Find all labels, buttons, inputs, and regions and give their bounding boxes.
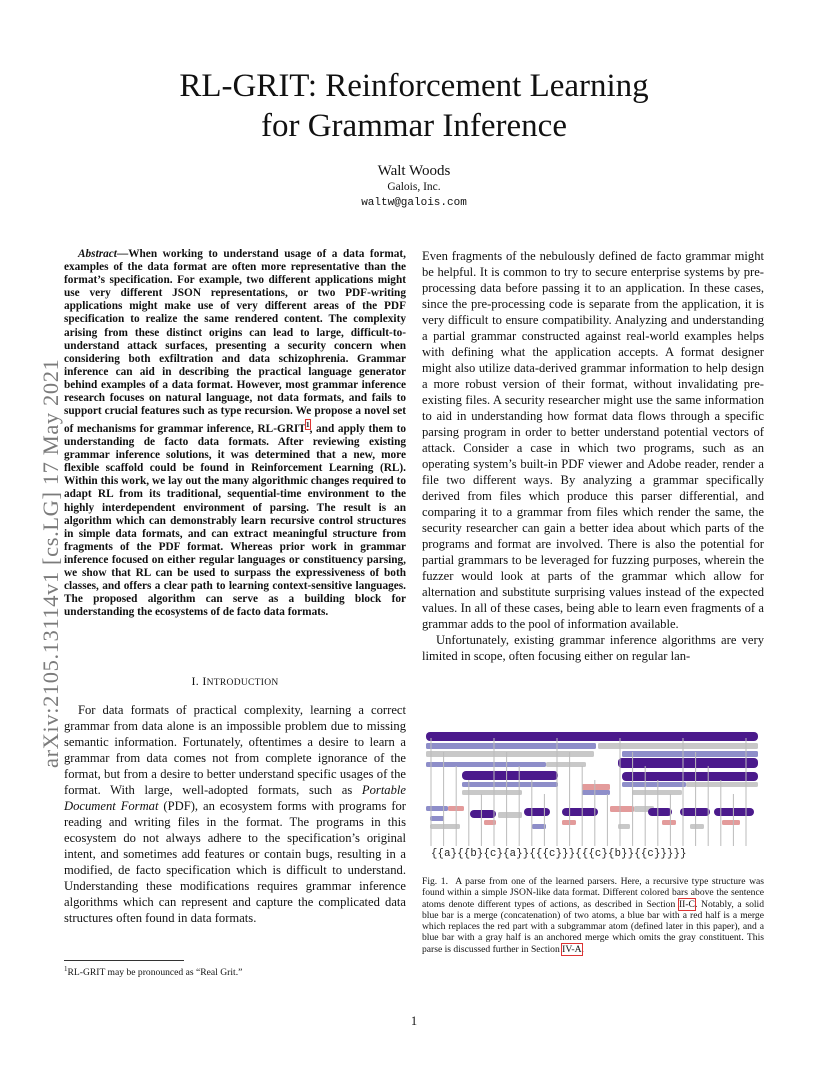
- abstract-label: Abstract: [78, 248, 117, 260]
- sentence-atoms: {{a}{{b}{c}{a}}{{{c}}}{{{c}{b}}{{c}}}}}: [431, 848, 687, 860]
- section-heading-introduction: [64, 674, 406, 689]
- section-title-rest: NTRODUCTION: [206, 678, 279, 688]
- caption-text-1: A parse from one of the learned parsers. Here, a recursive type structure was found within a simple JSON-like data format. Different colored bars above the sentence atoms denote different types of actions, as described in Section: [422, 876, 764, 910]
- abstract-text-1: When working to understand usage of a data format, examples of the data format are often more representative than the format’s specification. For example, two different applications might use very different JSON representations, or two PDF-writing applications might make use of very different areas of the PDF specification to realize the same rendered content. The complexity arising from these distinct origins can lead to large, difficult-to-understand attack surfaces, presenting a security concern when considering both exfiltration and data schizophrenia. Grammar inference can aid in describing the practical language generator behind examples of a data format. However, most grammar inference research focuses on natural language, not data formats, and fails to support crucial features such as type recursion. We propose a novel set of mechanisms for grammar inference, RL-GRIT: [64, 248, 406, 435]
- parse-bar-blue: [622, 751, 758, 757]
- parse-tree-graphic: [422, 728, 764, 860]
- title-line-2: for Grammar Inference: [261, 108, 567, 144]
- abstract-footnote-link[interactable]: 1: [305, 420, 310, 430]
- author-email: waltw@galois.com: [361, 197, 467, 209]
- right-paragraph-1: Even fragments of the nebulously defined de facto grammar might be helpful. It is common to try to secure enterprise systems by pre-processing data before passing it to an application. In these cases, since the pre-processing code is separate from the application, it is very difficult to ensure compatibility. Analyzing and understanding a partial grammar constructed against real-world examples helps with defining what the application accepts. A format designer might also utilize data-derived grammar information to help design a more robust version of their format, without invalidating pre-existing files. A security researcher might use the same information to aid in understanding how format data flows through a specific parsing program in order to better understand potential vectors of attack. Consider a case in which two programs, such as an operating system’s built-in PDF viewer and Adobe reader, render a file two different ways. By analyzing a grammar specifically derived from files which produce this parser differential, and comparing it to a grammar from files which render the same, the security researcher can gain a better idea about which parts of the programs and format are involved. There is also the potential for partial grammars to be leveraged for fuzzing purposes, wherein the fuzzer would look at parts of the grammar which allow for alternation and substitute surprising values instead of the expected values. In all of these cases, being able to learn even fragments of a grammar adds to the pool of information available.: [422, 249, 764, 631]
- parse-bar-red: [582, 784, 610, 790]
- right-column-text: [422, 248, 764, 664]
- parse-bar-merge: [714, 808, 754, 816]
- parse-bar-merge: [426, 732, 758, 741]
- right-paragraph-2: Unfortunately, existing grammar inference algorithms are very limited in scope, often focusing either on regular lan-: [422, 633, 764, 663]
- parse-bar-gray: [498, 812, 522, 818]
- section-title-first: I: [202, 674, 207, 688]
- parse-bar-merge: [680, 808, 710, 816]
- caption-text-3: .: [581, 943, 584, 955]
- parse-bar-merge: [622, 772, 758, 781]
- caption-text-2: . Notably, a solid blue bar is a merge (concatenation) of two atoms, a blue bar with a red half is a merge which replaces the red part with a subgrammar atom (defined later in this paper), and a blue bar with a gray half is an anchored merge which omits the gray constituent. This parse is discussed further in Section: [422, 898, 764, 955]
- parse-bar-blue: [426, 806, 448, 811]
- parse-bar-merge: [524, 808, 550, 816]
- caption-section-link-2[interactable]: IV-A: [562, 943, 582, 955]
- abstract-dash: —: [116, 248, 129, 260]
- parse-bar-gray: [632, 790, 682, 795]
- page-number: 1: [410, 1014, 418, 1028]
- author-name: Walt Woods: [377, 163, 451, 179]
- paper-title: [0, 66, 828, 146]
- author-affiliation: Galois, Inc.: [387, 181, 441, 193]
- intro-text-2: (PDF), an ecosystem forms with programs for reading and writing files in the format. The programs in this ecosystem do not always adhere to the specification’s original intent, and sometimes add features or contain bugs, resulting in a modified, de facto specification which is difficult to understand. Understanding these modifications requires grammar inference algorithms which can represent and capture the complicated data structures often found in data formats.: [64, 799, 406, 925]
- parse-bar-red: [610, 806, 634, 812]
- parse-bar-blue: [582, 790, 610, 795]
- parse-bar-merge: [648, 808, 672, 816]
- arxiv-stamp-text: arXiv:2105.13114v1 [cs.LG] 17 May 2021: [38, 358, 63, 768]
- footnote: [64, 960, 406, 979]
- caption-section-link-1[interactable]: II-C: [678, 898, 695, 910]
- title-line-1: RL-GRIT: Reinforcement Learning: [179, 68, 649, 104]
- caption-label: Fig. 1.: [422, 876, 448, 887]
- parse-bar-blue: [426, 743, 596, 749]
- parse-bar-gray: [546, 762, 586, 767]
- footnote-mark: 1: [64, 965, 68, 973]
- parse-bar-gray: [430, 824, 460, 829]
- abstract: [64, 248, 406, 619]
- parse-bar-merge: [462, 771, 558, 780]
- parse-bar-gray: [690, 824, 704, 829]
- intro-text-1: For data formats of practical complexity, learning a correct grammar from data alone is an impossible problem due to missing semantic information. Fortunately, oftentimes a desire to learn a grammar from data comes not from complete ignorance of the format, but from a desire to better understand specific usages of the format. With large, well-adopted formats, such as: [64, 703, 406, 797]
- parse-bar-red: [722, 820, 740, 825]
- parse-bar-blue: [462, 782, 558, 787]
- parse-bar-merge: [562, 808, 598, 816]
- parse-bar-merge: [618, 758, 758, 768]
- parse-bar-merge: [470, 810, 496, 818]
- figure-caption: [422, 876, 764, 955]
- parse-bar-blue: [622, 782, 686, 787]
- footnote-text: RL-GRIT may be pronounced as “Real Grit.”: [67, 967, 243, 979]
- section-number: I.: [191, 674, 203, 688]
- parse-bar-gray: [462, 790, 522, 795]
- parse-bar-red: [662, 820, 676, 825]
- parse-bar-gray: [426, 751, 594, 757]
- intro-italic: Portable Document Format: [64, 783, 406, 813]
- parse-bar-red: [562, 820, 576, 825]
- figure-parse-tree: [422, 728, 764, 860]
- footnote-rule: [64, 960, 184, 961]
- parse-bar-gray: [598, 743, 758, 749]
- parse-bar-blue: [430, 816, 444, 821]
- abstract-text-2: , and apply them to understanding de facto data formats. After reviewing existing grammar inference solutions, it was determined that a new, more flexible scaffold could be found in Reinforcement Learning (RL). Within this work, we lay out the many algorithmic changes required to adapt RL from its traditional, sequential-time environment to the highly interdependent environment of parsing. The result is an algorithm which can demonstrably learn recursive control structures in simple data formats, and can extract meaningful structure from fragments of the PDF format. Whereas prior work in grammar inference focused on either regular languages or constituency parsing, we show that RL can be used to surpass the expressiveness of both classes, and offers a clear path to learning context-sensitive languages. The proposed algorithm can serve as a building block for understanding the ecosystems of de facto data formats.: [64, 422, 406, 619]
- parse-bar-gray: [686, 782, 758, 787]
- arxiv-stamp: [18, 268, 63, 768]
- introduction-paragraph: [64, 702, 406, 926]
